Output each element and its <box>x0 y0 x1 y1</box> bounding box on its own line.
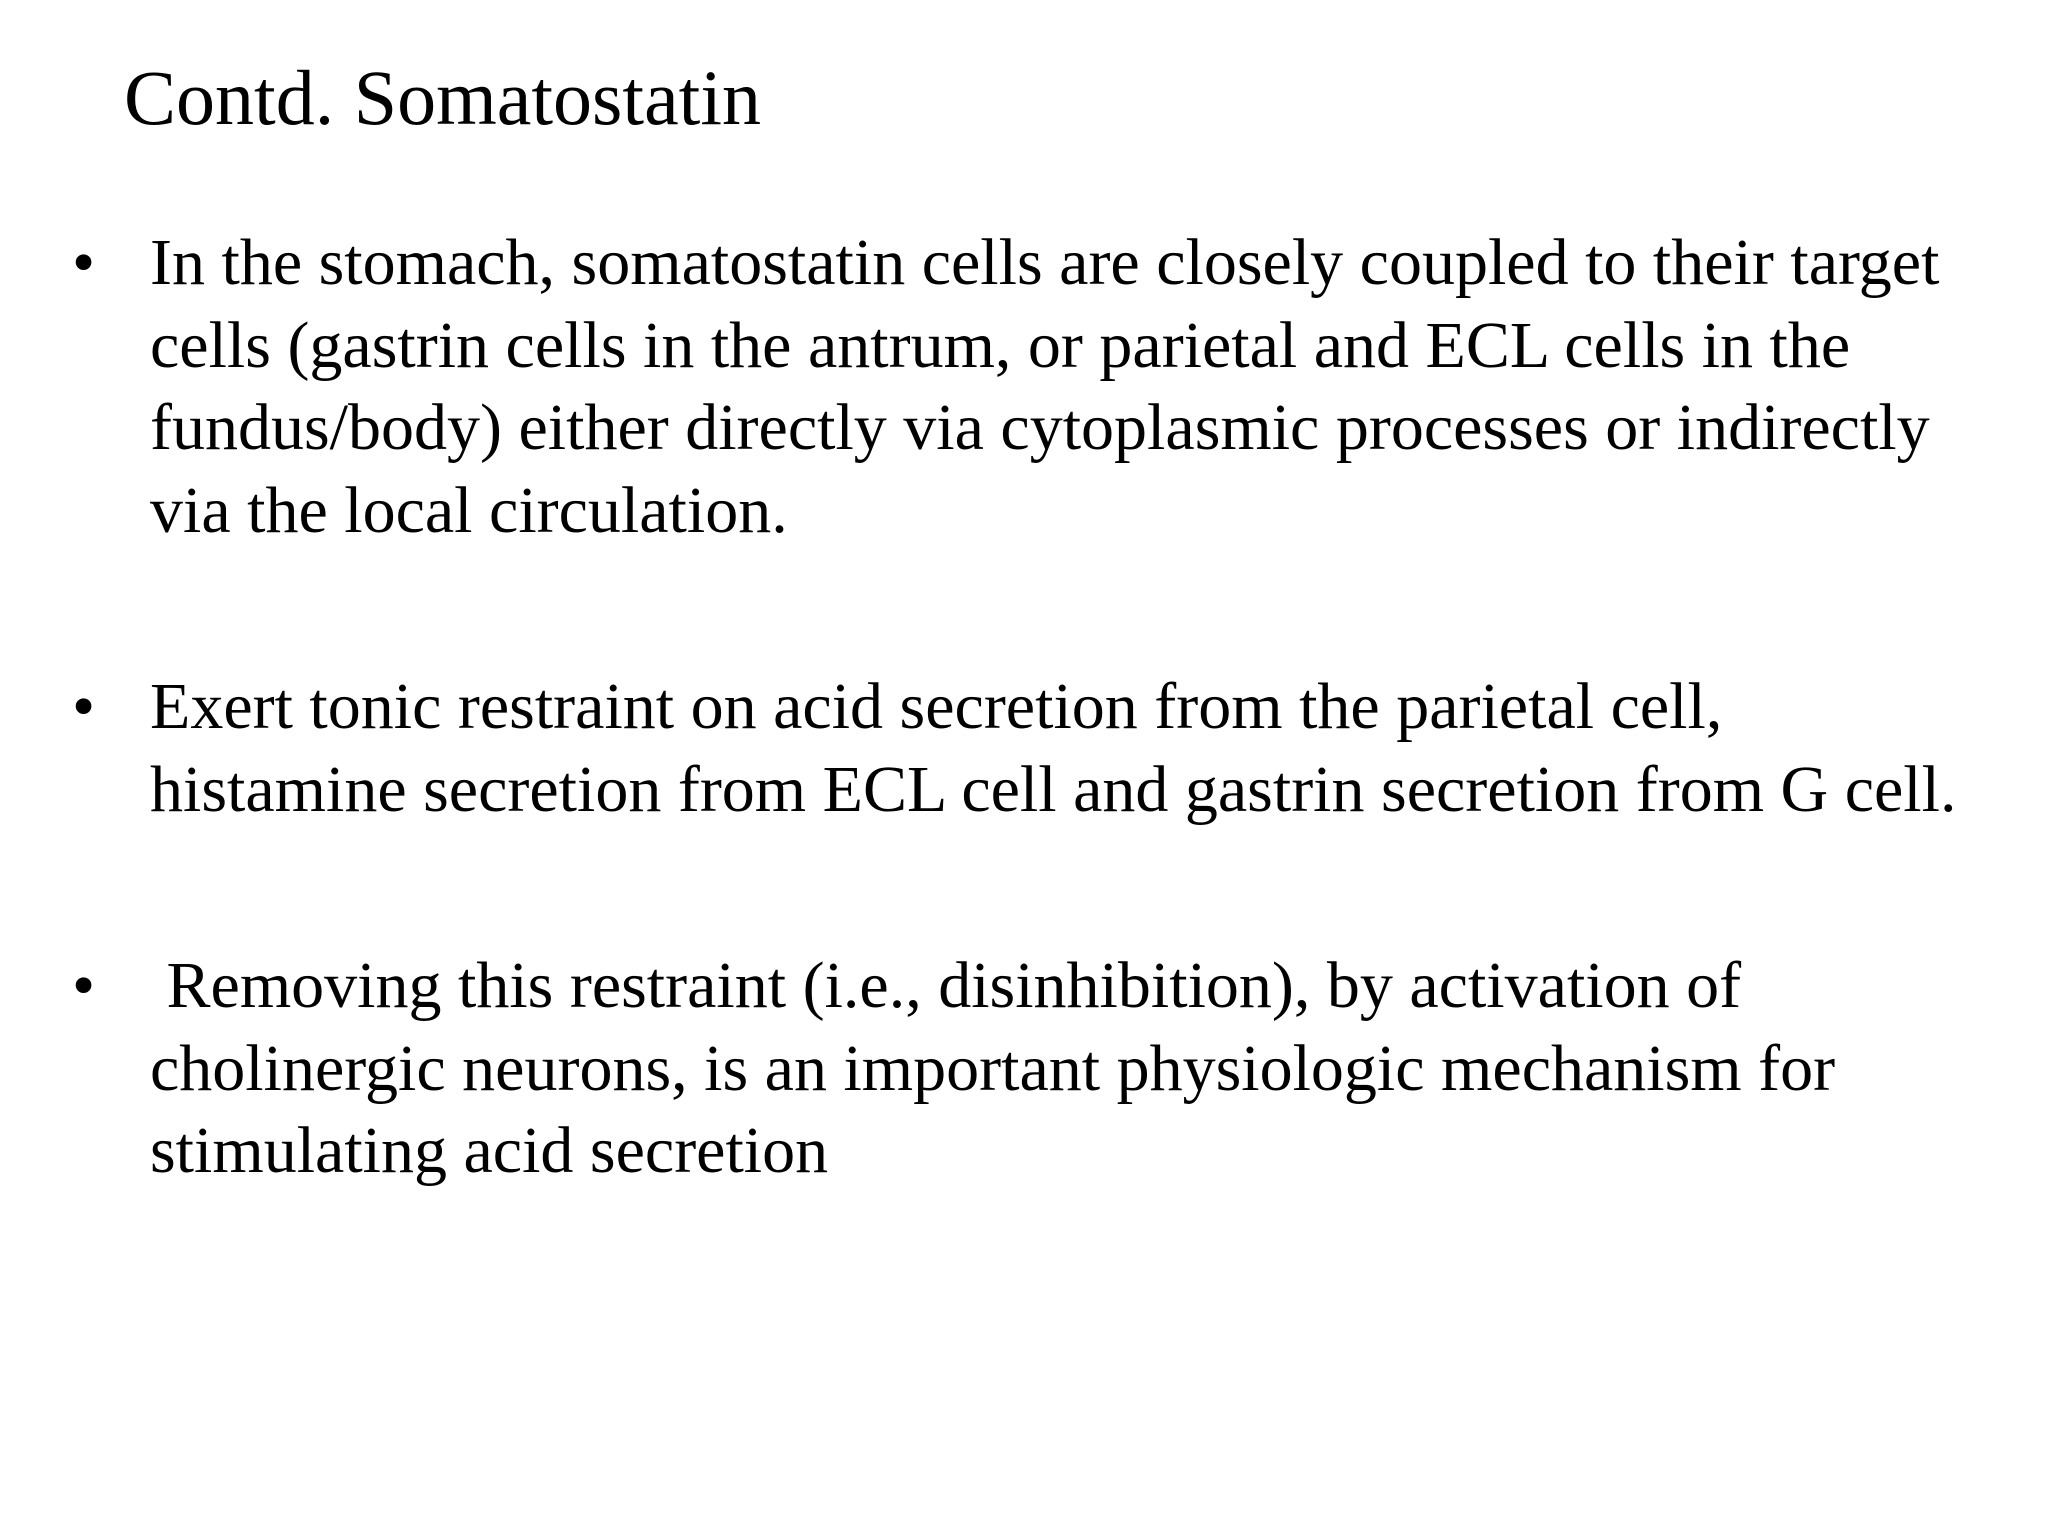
bullet-line: Exert tonic restraint on acid secretion from the parietal cell, <box>150 670 1723 743</box>
bullet-text <box>150 666 2030 831</box>
bullet-line: stimulating acid secretion <box>150 1114 829 1187</box>
bullet-line: via the local circulation. <box>150 473 788 547</box>
slide-title: Contd. Somatostatin <box>124 54 762 141</box>
bullet-line: fundus/body) either directly via cytoplasmic processes or indirectly <box>150 391 1930 464</box>
bullet-line: Removing this restraint (i.e., disinhibition), by activation of <box>150 949 1742 1022</box>
bullet-text <box>150 945 2030 1193</box>
bullet-line: histamine secretion from ECL cell and gastrin secretion from G cell. <box>150 752 1957 826</box>
bullet-marker: • <box>72 949 96 1022</box>
bullet-text <box>150 222 2030 552</box>
bullet-line: cholinergic neurons, is an important physiologic mechanism for <box>150 1031 1836 1105</box>
bullet-line: In the stomach, somatostatin cells are closely coupled to their target <box>150 226 1940 299</box>
bullet-line: cells (gastrin cells in the antrum, or parietal and ECL cells in the <box>150 308 1851 382</box>
bullet-marker: • <box>72 226 96 299</box>
bullet-marker: • <box>72 670 96 743</box>
